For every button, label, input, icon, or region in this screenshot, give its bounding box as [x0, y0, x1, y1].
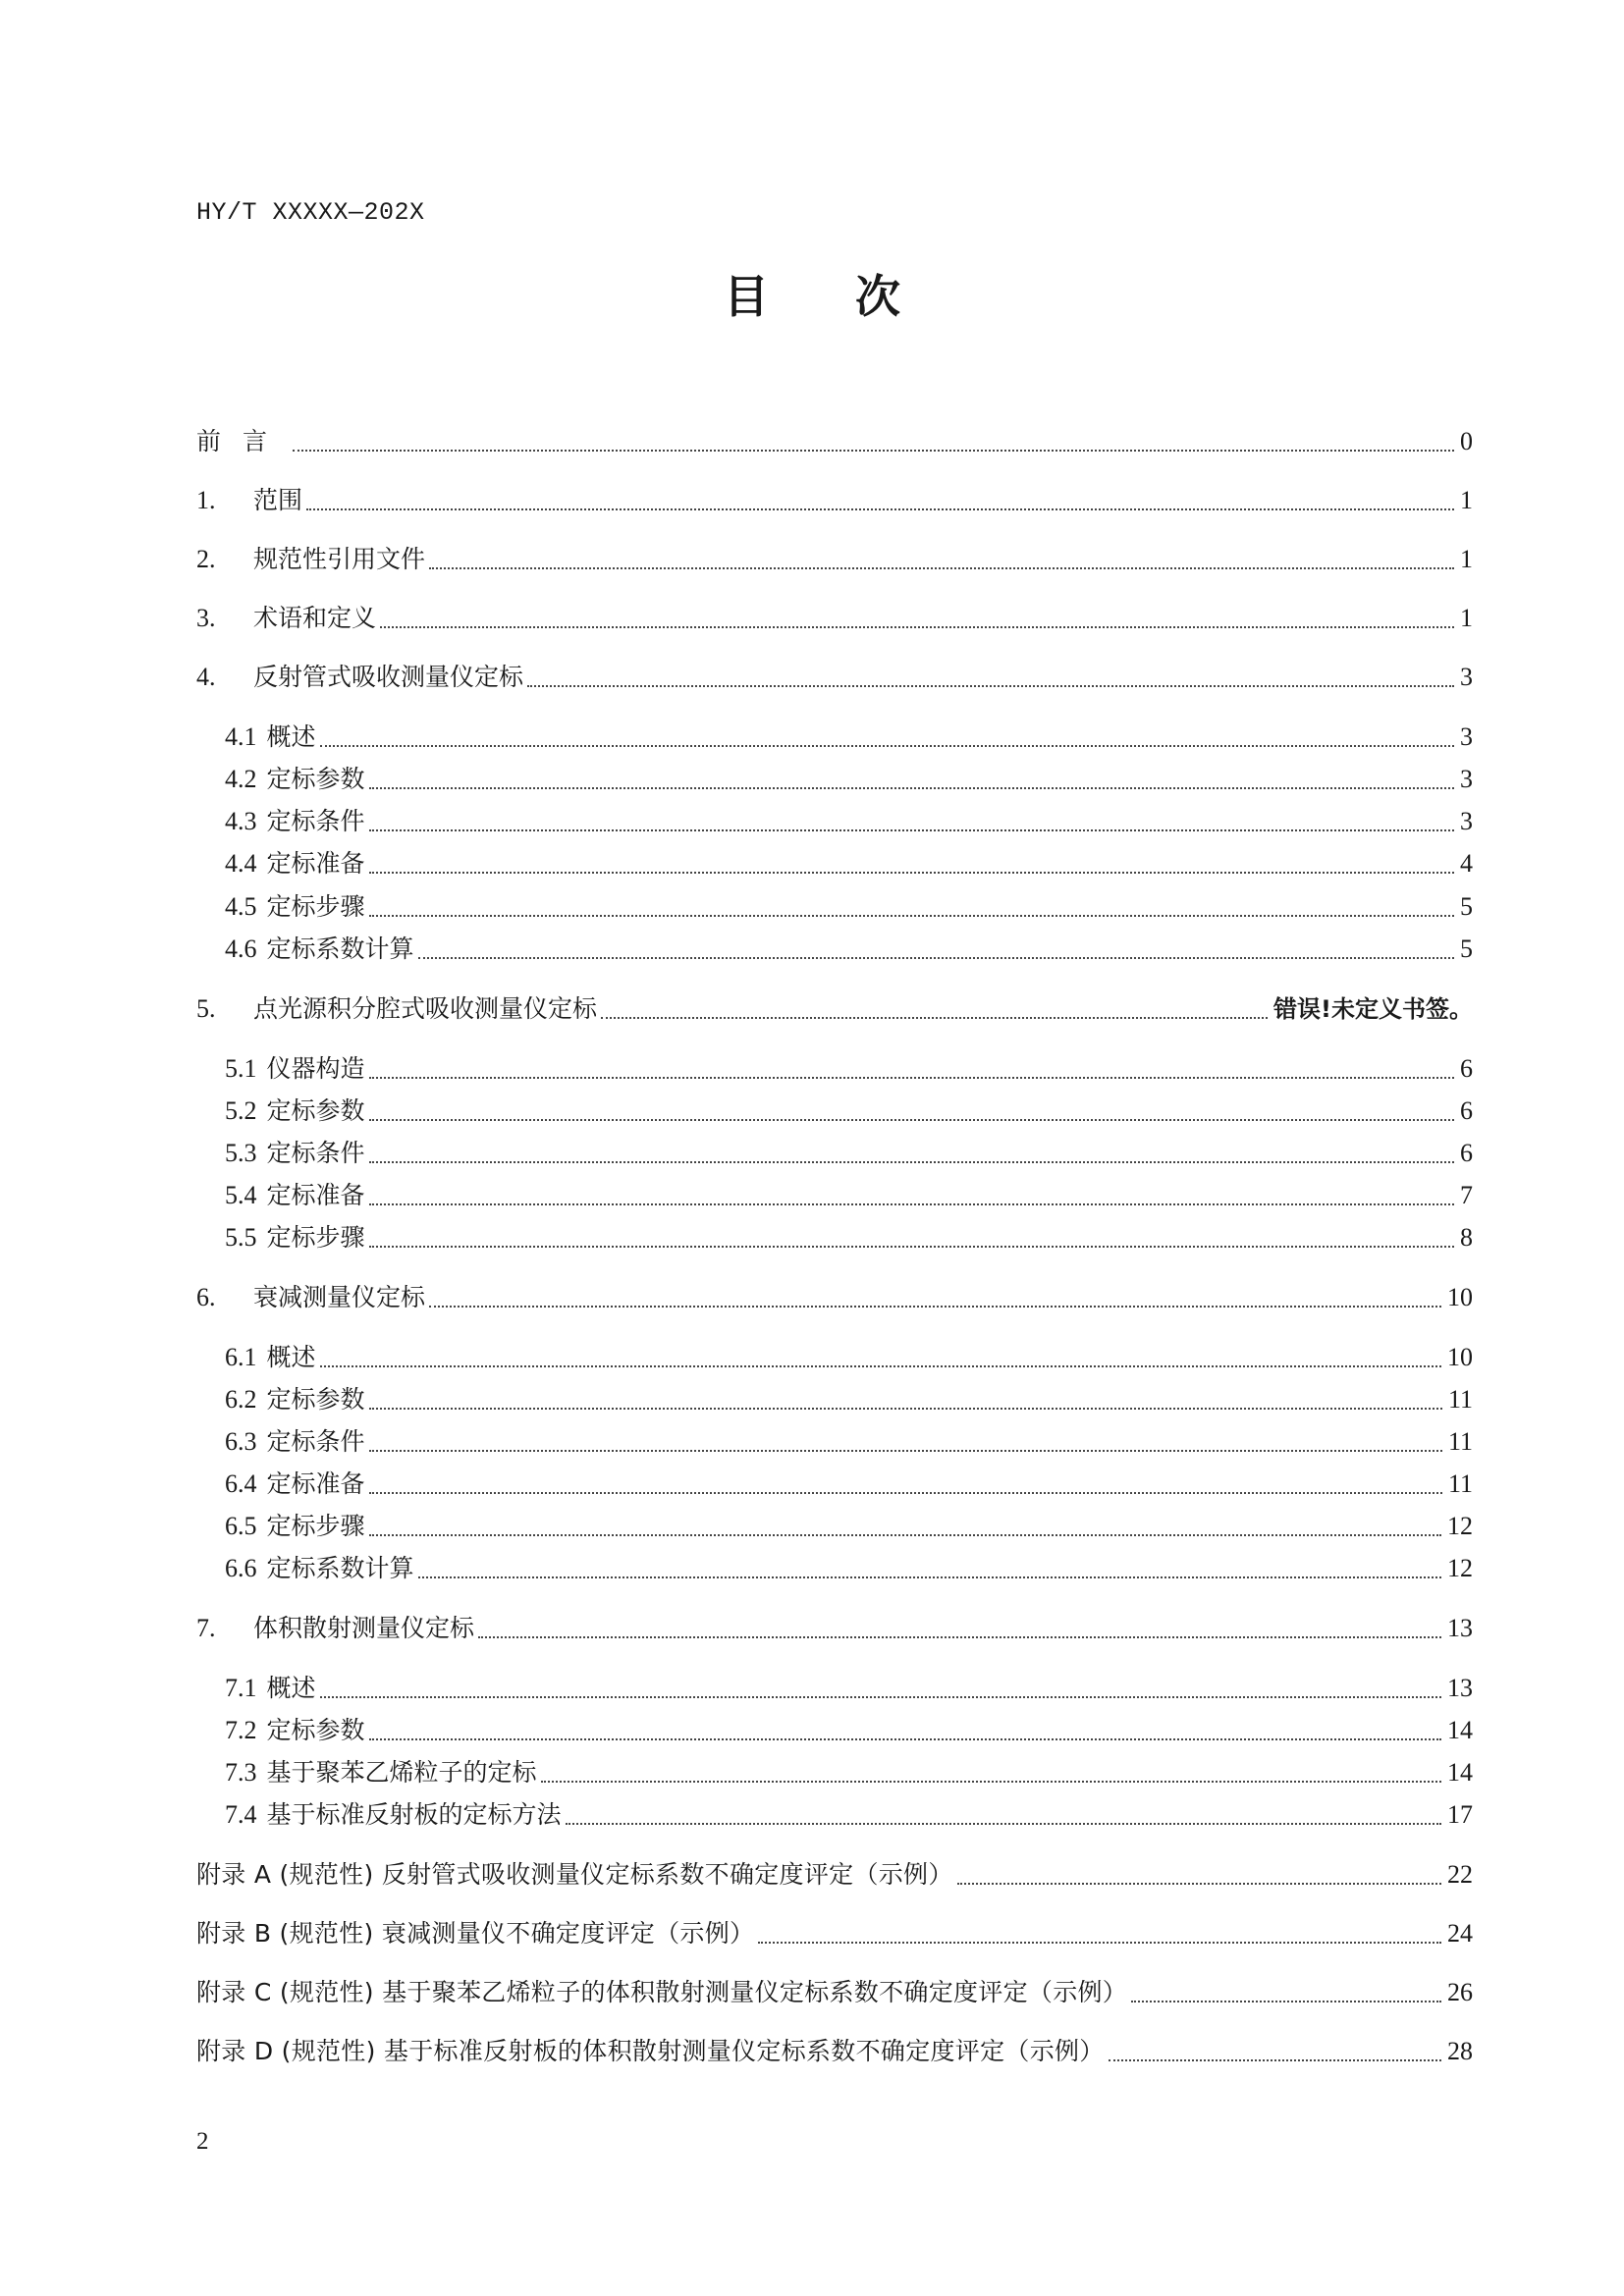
- toc-entry[interactable]: [196, 542, 1473, 577]
- toc-entry-label: 定标条件: [266, 1427, 365, 1456]
- table-of-contents: [196, 0, 1473, 2296]
- toc-entry-label: 附录 C (规范性) 基于聚苯乙烯粒子的体积散射测量仪定标系数不确定度评定（示例）: [196, 1978, 1128, 2006]
- toc-entry-number: 4.4: [225, 849, 257, 878]
- toc-entry-number: 7.3: [225, 1758, 257, 1787]
- toc-entry-page: 10: [1447, 1283, 1473, 1311]
- toc-entry-number: 6.1: [225, 1343, 257, 1371]
- toc-entry-number: 6.2: [225, 1385, 257, 1414]
- toc-dot-leader: [418, 1576, 1441, 1578]
- toc-entry-page: 14: [1447, 1758, 1473, 1787]
- toc-entry-number: 5.1: [225, 1054, 257, 1083]
- toc-entry-label: 定标条件: [266, 1139, 365, 1167]
- toc-entry-number: 6.3: [225, 1427, 257, 1456]
- toc-entry[interactable]: [225, 720, 1473, 755]
- toc-dot-leader: [429, 1306, 1441, 1308]
- toc-entry-page: 24: [1447, 1919, 1473, 1948]
- toc-entry-label: 定标步骤: [266, 1223, 365, 1252]
- toc-entry-number: 5.4: [225, 1181, 257, 1209]
- toc-entry-number: 4.5: [225, 892, 257, 921]
- toc-entry-page: 14: [1447, 1716, 1473, 1744]
- toc-dot-leader: [541, 1781, 1441, 1783]
- toc-dot-leader: [418, 957, 1454, 959]
- toc-entry-page: 3: [1460, 765, 1473, 793]
- toc-entry-page: 0: [1460, 427, 1473, 455]
- toc-dot-leader: [566, 1823, 1441, 1825]
- toc-entry-number: 2.: [196, 545, 216, 573]
- toc-entry-page: 1: [1460, 486, 1473, 514]
- toc-entry-page: 5: [1460, 892, 1473, 921]
- toc-dot-leader: [369, 1738, 1441, 1740]
- toc-dot-leader: [478, 1636, 1441, 1638]
- toc-entry[interactable]: [196, 2034, 1473, 2069]
- toc-entry-page: 8: [1460, 1223, 1473, 1252]
- toc-entry-label: 定标准备: [266, 1469, 365, 1498]
- toc-entry[interactable]: [225, 1755, 1473, 1790]
- toc-entry[interactable]: [225, 1220, 1473, 1255]
- toc-dot-leader: [306, 508, 1454, 510]
- toc-dot-leader: [369, 1161, 1454, 1163]
- toc-entry[interactable]: [225, 1671, 1473, 1706]
- toc-entry[interactable]: [196, 483, 1473, 518]
- toc-entry[interactable]: [225, 1797, 1473, 1833]
- toc-entry-page: 22: [1447, 1860, 1473, 1889]
- toc-entry[interactable]: [225, 1551, 1473, 1586]
- page-number: 2: [196, 2128, 209, 2155]
- toc-entry-label: 定标系数计算: [266, 934, 414, 963]
- toc-dot-leader: [369, 1492, 1442, 1494]
- toc-entry-label: 前言: [196, 427, 290, 455]
- toc-entry-page: 11: [1447, 1469, 1473, 1498]
- toc-dot-leader: [369, 1077, 1454, 1079]
- toc-entry-page: 10: [1447, 1343, 1473, 1371]
- toc-entry-label: 定标参数: [266, 1385, 365, 1414]
- toc-entry[interactable]: [225, 1136, 1473, 1171]
- toc-dot-leader: [429, 567, 1454, 569]
- toc-entry-page: 13: [1447, 1674, 1473, 1702]
- toc-entry-page: 11: [1447, 1385, 1473, 1414]
- toc-entry-label: 概述: [266, 1343, 316, 1371]
- toc-entry-label: 定标步骤: [266, 1512, 365, 1540]
- toc-entry-page: 17: [1447, 1800, 1473, 1829]
- toc-dot-leader: [320, 745, 1454, 747]
- toc-entry-number: 7.: [196, 1614, 216, 1642]
- toc-entry-page: 6: [1460, 1139, 1473, 1167]
- toc-entry[interactable]: [225, 889, 1473, 925]
- toc-entry-number: 7.1: [225, 1674, 257, 1702]
- toc-entry-number: 4.6: [225, 934, 257, 963]
- toc-entry-page: 3: [1460, 807, 1473, 835]
- toc-dot-leader: [758, 1942, 1441, 1944]
- toc-dot-leader: [293, 450, 1454, 452]
- toc-entry-page: 11: [1447, 1427, 1473, 1456]
- toc-entry-label: 定标参数: [266, 1096, 365, 1125]
- toc-entry-label: 反射管式吸收测量仪定标: [253, 663, 524, 691]
- toc-dot-leader: [601, 1017, 1268, 1019]
- toc-entry[interactable]: [196, 1975, 1473, 2010]
- toc-entry-label: 定标条件: [266, 807, 365, 835]
- toc-entry-page: 3: [1460, 663, 1473, 691]
- toc-entry[interactable]: [196, 1857, 1473, 1893]
- toc-entry-number: 7.4: [225, 1800, 257, 1829]
- toc-entry-number: 3.: [196, 604, 216, 632]
- toc-entry-label: 点光源积分腔式吸收测量仪定标: [253, 994, 598, 1023]
- toc-entry[interactable]: [196, 1916, 1473, 1951]
- toc-dot-leader: [369, 1450, 1442, 1452]
- toc-dot-leader: [369, 829, 1454, 831]
- toc-entry-page: 6: [1460, 1054, 1473, 1083]
- toc-entry-page: 1: [1460, 604, 1473, 632]
- toc-entry-number: 6.5: [225, 1512, 257, 1540]
- toc-entry-page: 4: [1460, 849, 1473, 878]
- toc-entry-page-error: 错误!未定义书签。: [1273, 995, 1473, 1023]
- toc-entry-number: 5.3: [225, 1139, 257, 1167]
- toc-dot-leader: [369, 1203, 1454, 1205]
- toc-entry-label: 基于标准反射板的定标方法: [266, 1800, 562, 1829]
- toc-entry-label: 定标步骤: [266, 892, 365, 921]
- toc-entry-label: 定标参数: [266, 1716, 365, 1744]
- toc-entry-page: 28: [1447, 2037, 1473, 2065]
- toc-entry-page: 12: [1447, 1512, 1473, 1540]
- toc-entry[interactable]: [225, 804, 1473, 839]
- toc-entry-number: 4.2: [225, 765, 257, 793]
- toc-entry-number: 5.5: [225, 1223, 257, 1252]
- toc-entry-label: 概述: [266, 1674, 316, 1702]
- toc-entry[interactable]: [225, 1178, 1473, 1213]
- toc-entry[interactable]: [225, 846, 1473, 881]
- toc-entry[interactable]: [225, 1340, 1473, 1375]
- toc-entry[interactable]: [196, 1280, 1473, 1315]
- toc-entry-number: 4.1: [225, 722, 257, 751]
- toc-entry[interactable]: [225, 762, 1473, 797]
- toc-entry[interactable]: [225, 1509, 1473, 1544]
- toc-entry-number: 6.4: [225, 1469, 257, 1498]
- toc-dot-leader: [369, 872, 1454, 874]
- toc-entry-label: 附录 D (规范性) 基于标准反射板的体积散射测量仪定标系数不确定度评定（示例）: [196, 2037, 1105, 2065]
- toc-entry[interactable]: [196, 991, 1473, 1027]
- toc-entry[interactable]: [196, 601, 1473, 636]
- toc-entry[interactable]: [196, 424, 1473, 459]
- toc-entry-label: 规范性引用文件: [253, 545, 426, 573]
- toc-entry-number: 4.3: [225, 807, 257, 835]
- toc-dot-leader: [957, 1883, 1441, 1885]
- toc-entry-label: 基于聚苯乙烯粒子的定标: [266, 1758, 537, 1787]
- toc-entry[interactable]: [225, 1467, 1473, 1502]
- toc-dot-leader: [320, 1365, 1441, 1367]
- document-code: HY/T XXXXX—202X: [196, 198, 425, 227]
- toc-entry[interactable]: [225, 1382, 1473, 1417]
- toc-entry-label: 定标系数计算: [266, 1554, 414, 1582]
- toc-entry-page: 13: [1447, 1614, 1473, 1642]
- toc-entry-label: 定标准备: [266, 849, 365, 878]
- toc-entry[interactable]: [225, 1094, 1473, 1129]
- toc-entry[interactable]: [225, 1713, 1473, 1748]
- toc-entry-label: 概述: [266, 722, 316, 751]
- toc-entry-label: 衰减测量仪定标: [253, 1283, 426, 1311]
- toc-dot-leader: [369, 1408, 1442, 1410]
- toc-entry-page: 12: [1447, 1554, 1473, 1582]
- toc-entry-label: 附录 A (规范性) 反射管式吸收测量仪定标系数不确定度评定（示例）: [196, 1860, 953, 1889]
- toc-entry-label: 范围: [253, 486, 303, 514]
- toc-entry-number: 5.: [196, 994, 216, 1023]
- toc-entry[interactable]: [225, 1424, 1473, 1460]
- toc-entry-number: 1.: [196, 486, 216, 514]
- toc-title: 目次: [724, 270, 987, 323]
- toc-dot-leader: [1109, 2059, 1441, 2061]
- toc-dot-leader: [527, 685, 1454, 687]
- toc-dot-leader: [369, 1534, 1441, 1536]
- toc-entry-page: 6: [1460, 1096, 1473, 1125]
- toc-entry-page: 7: [1460, 1181, 1473, 1209]
- toc-entry-page: 3: [1460, 722, 1473, 751]
- toc-entry-page: 5: [1460, 934, 1473, 963]
- toc-dot-leader: [320, 1696, 1441, 1698]
- toc-entry-label: 术语和定义: [253, 604, 377, 632]
- toc-entry-label: 定标参数: [266, 765, 365, 793]
- toc-entry[interactable]: [196, 1611, 1473, 1646]
- toc-entry-number: 4.: [196, 663, 216, 691]
- toc-entry[interactable]: [196, 660, 1473, 695]
- toc-entry-page: 1: [1460, 545, 1473, 573]
- toc-dot-leader: [369, 1246, 1454, 1248]
- toc-entry-page: 26: [1447, 1978, 1473, 2006]
- toc-entry-number: 5.2: [225, 1096, 257, 1125]
- toc-entry-label: 体积散射测量仪定标: [253, 1614, 475, 1642]
- toc-entry-number: 6.: [196, 1283, 216, 1311]
- toc-entry-label: 仪器构造: [266, 1054, 365, 1083]
- toc-entry-number: 6.6: [225, 1554, 257, 1582]
- toc-entry-number: 7.2: [225, 1716, 257, 1744]
- toc-dot-leader: [1131, 2001, 1441, 2002]
- toc-dot-leader: [369, 915, 1454, 917]
- toc-entry-label: 定标准备: [266, 1181, 365, 1209]
- toc-entry[interactable]: [225, 1051, 1473, 1087]
- toc-dot-leader: [369, 1119, 1454, 1121]
- toc-entry-label: 附录 B (规范性) 衰减测量仪不确定度评定（示例）: [196, 1919, 755, 1948]
- toc-dot-leader: [380, 626, 1454, 628]
- toc-entry[interactable]: [225, 932, 1473, 967]
- toc-dot-leader: [369, 787, 1454, 789]
